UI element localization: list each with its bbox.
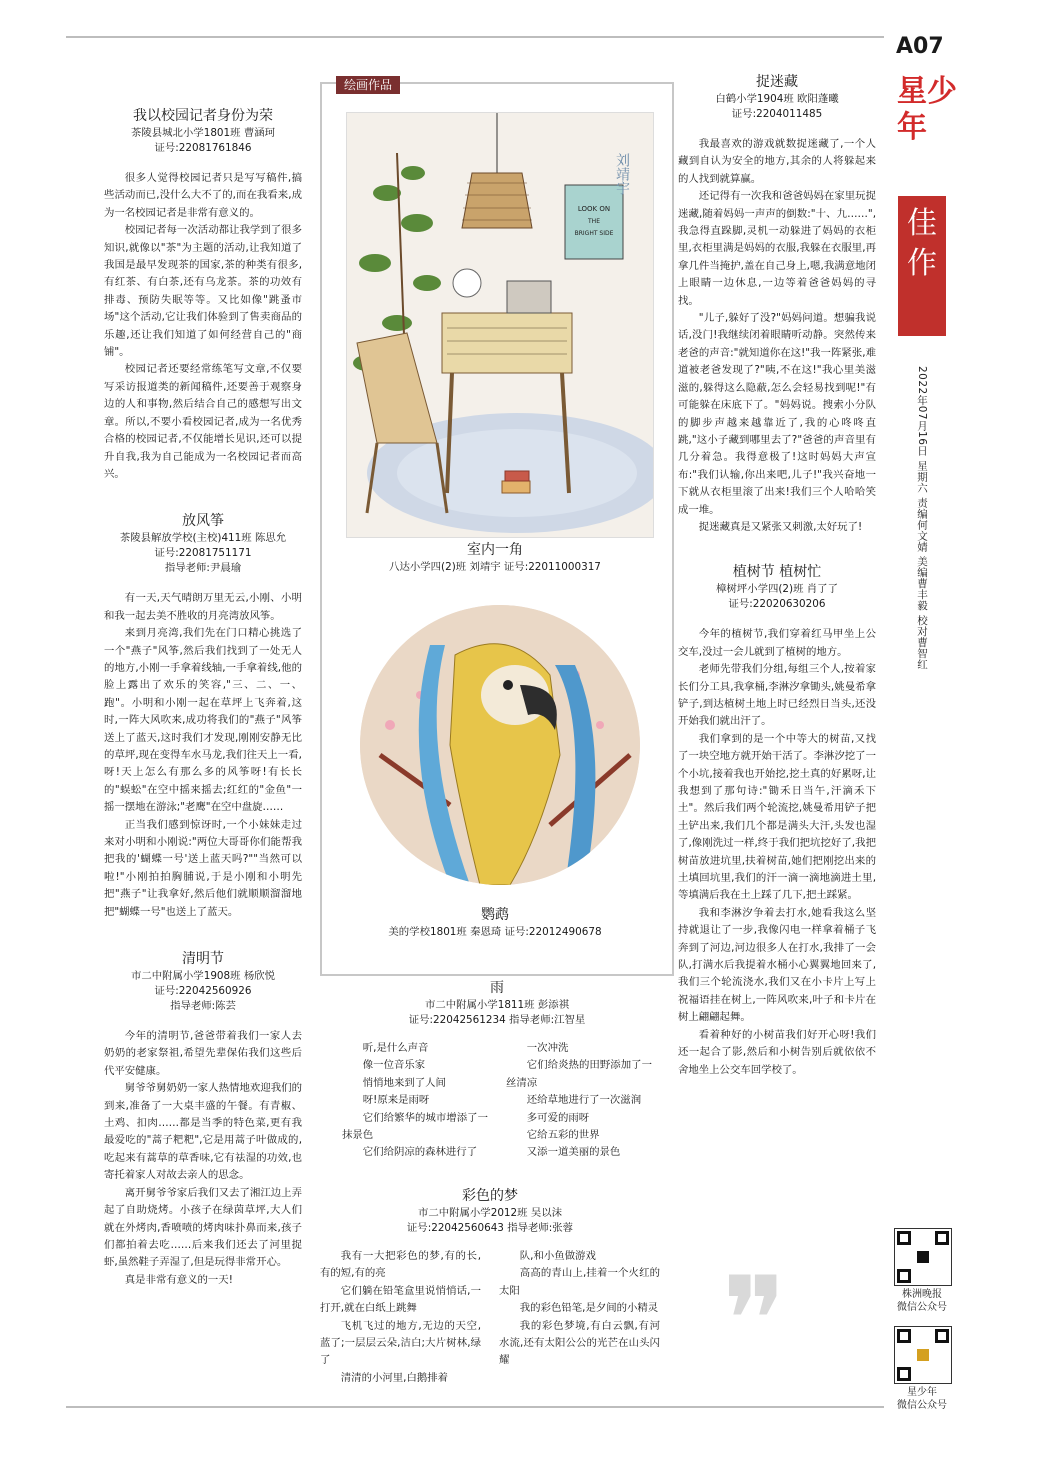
paragraph: 我和李淋汐争着去打水,她看我这么坚持就退让了一步,我像闪电一样拿着桶子飞奔到了河边,河边很多人在打水,我排了一会队,打满水后我提着水桶小心翼翼地回来了,我们三个轮流浇水,我们又在小卡片上写上祝福语挂在树上,一阵风吹来,叶子和卡片在树上翩翩起舞。 (678, 906, 876, 1024)
poem-line: 它给五彩的世界 (526, 1129, 600, 1142)
article-campus-reporter (104, 106, 302, 483)
section-label: 佳作 (898, 196, 946, 336)
paragraph: "儿子,躲好了没?"妈妈问道。想骗我说话,没门!我继续闭着眼睛听动静。突然传来老爸的声音:"就知道你在这!"我一阵紧张,难道被老爸发现了?"咦,不在这!"我心里美滋滋的,躲得这么隐蔽,怎么会轻易找到呢!"有可能躲在床底下了。"妈妈说。搜索小分队的脚步声越来越靠近了,我的心咚咚直跳,"这小子藏到哪里去了?"爸爸的声音里有几分着急。我得意极了!这时妈妈大声宣布:"我们认输,你出来吧,儿子!"我兴奋地一下就从衣柜里滚了出来!我们三个人哈哈笑成一堆。 (678, 312, 876, 516)
poem-line: 听,是什么声音 (362, 1042, 429, 1054)
poem-line: 我的彩色铅笔,是夕间的小精灵 (519, 1302, 659, 1315)
poem-line: 它们给阴凉的森林进行了 (362, 1146, 478, 1159)
paragraph: 真是非常有意义的一天! (124, 1273, 233, 1286)
teacher-line: 指导老师:陈芸 (170, 1000, 236, 1013)
paragraph: 舅爷爷舅奶奶一家人热情地欢迎我们的到来,准备了一大桌丰盛的午餐。有青椒、土鸡、扣肉……都是当季的特色菜,更有我最爱吃的"蒿子粑粑",它是用蒿子叶做成的,吃起来有蒿草的草香味,它有祛湿的功效,也寄托着家人对故去亲人的思念。 (104, 1082, 302, 1182)
poem-line: 呀!原来是雨呀 (362, 1094, 430, 1107)
svg-text:LOOK ON: LOOK ON (577, 205, 611, 213)
id-line: 证号:22042560643 指导老师:张蓉 (406, 1222, 574, 1234)
id-line: 证号:22042560926 (154, 985, 252, 998)
article-hide-and-seek (678, 72, 876, 536)
id-line: 证号:22042561234 指导老师:江智星 (408, 1014, 586, 1026)
bottom-rule (66, 1406, 884, 1408)
id-line: 证号:22081751171 (154, 547, 252, 560)
poem-rain (342, 978, 652, 1162)
quote-mark-icon: ❞ (722, 1252, 787, 1391)
svg-text:刘靖宇: 刘靖宇 (614, 153, 630, 195)
top-rule (66, 36, 884, 38)
id-line: 证号:2204011485 (731, 108, 823, 120)
column-right (678, 72, 876, 1079)
id-line: 证号:22020630206 (728, 598, 826, 611)
paragraph: 来到月亮湾,我们先在门口精心挑选了一个"燕子"风筝,然后我们找到了一处无人的地方,小刚一手拿着线轴,一手拿着线,他的脸上露出了欢乐的笑容,"三、二、一、跑"。小明和小刚一起在草坪上飞奔着,这时,一阵大风吹来,成功将我们的"燕子"风筝送上了蓝天,这时我们才发现,刚刚安静无比的草坪,现在变得车水马龙,我们往天上一看,呀!天上怎么有那么多的风筝呀!有长长的"蜈蚣"在空中摇来摇去;红红的"金鱼"一摇一摆地在游泳;"老鹰"在空中盘旋…… (104, 627, 302, 814)
qr-code-icon[interactable] (894, 1326, 952, 1384)
poem-left-column (320, 1248, 481, 1387)
parrot-illustration (360, 605, 640, 885)
article-title: 植树节 植树忙 (732, 564, 822, 581)
author-line: 市二中附属小学2012班 吴以沫 (417, 1207, 563, 1219)
paragraph: 校园记者每一次活动都让我学到了很多知识,就像以"茶"为主题的活动,让我知道了我国是最早发现茶的国家,茶的种类有很多,有红茶、有白茶,还有乌龙茶。茶的功效有排毒、预防失眠等等。又比如像"跳蚤市场"这个活动,它让我们体验到了售卖商品的乐趣,还让我们知道了如何经营自己的"商铺"。 (104, 224, 302, 359)
poem-line: 一次冲洗 (526, 1042, 569, 1054)
poem-line: 飞机飞过的地方,无边的天空,蓝了;一层层云朵,洁白;大片树林,绿了 (320, 1319, 481, 1367)
article-title: 捉迷藏 (756, 74, 798, 90)
paragraph: 正当我们感到惊讶时,一个小妹妹走过来对小明和小刚说:"两位大哥哥你们能帮我把我的'蝴蝶一号'送上蓝天吗?""当然可以啦!"小刚拍拍胸脯说,于是小刚和小明先把"燕子"让我拿好,然后他们就顺顺溜溜地把"蝴蝶一号"也送上了蓝天。 (104, 818, 302, 918)
author-line: 茶陵县解放学校(主校)411班 陈思允 (119, 532, 287, 545)
poem-colorful-dream (320, 1186, 660, 1387)
svg-text:THE: THE (588, 218, 600, 225)
article-tree-planting (678, 562, 876, 1079)
column-left (104, 106, 302, 1289)
author-line: 白鹤小学1904班 欧阳蓬曦 (715, 93, 839, 105)
author-line: 市二中附属小学1811班 彭添祺 (424, 999, 570, 1011)
poem-line: 又添一道美丽的景色 (526, 1146, 621, 1159)
painting2-caption (330, 905, 660, 940)
paragraph: 很多人觉得校园记者只是写写稿件,搞些活动而已,没什么大不了的,而在我看来,成为一名校园记者是非常有意义的。 (104, 172, 302, 219)
poem-title: 彩色的梦 (462, 1188, 518, 1204)
artwork-tag: 绘画作品 (336, 76, 400, 94)
svg-text:BRIGHT SIDE: BRIGHT SIDE (574, 230, 614, 237)
poem-right-column (506, 1040, 652, 1162)
dateline: 2022年07月16日 星期六 责编何文婧 美编曹丰毅 校对曹智红 (916, 366, 928, 670)
poem-line: 队,和小鱼做游戏 (519, 1250, 596, 1262)
author-line: 市二中附属小学1908班 杨欣悦 (130, 970, 276, 983)
painting-title: 鹦鹉 (481, 907, 509, 923)
poem-line: 悄悄地来到了人间 (362, 1076, 446, 1089)
paragraph: 今年的清明节,爸爸带着我们一家人去奶奶的老家祭祖,希望先辈保佑我们这些后代平安健康。 (104, 1030, 302, 1077)
paragraph: 离开舅爷爷家后我们又去了湘江边上弄起了自助烧烤。小孩子在绿茵草坪,大人们就在外烤肉,香喷喷的烤肉味扑鼻而来,孩子们都拍着去吃……后来我们还去了河里捉虾,虽然鞋子弄湿了,但是玩得非常开心。 (104, 1186, 302, 1269)
article-title: 放风筝 (182, 513, 224, 530)
poem-line: 它们躺在铅笔盒里说悄悄话,一打开,就在白纸上跳舞 (320, 1284, 481, 1315)
paragraph: 有一天,天气晴朗万里无云,小刚、小明和我一起去美不胜收的月亮湾放风筝。 (104, 592, 302, 622)
article-title: 清明节 (182, 951, 224, 968)
poem-line: 高高的青山上,挂着一个火红的太阳 (499, 1267, 660, 1297)
poem-line: 清清的小河里,白鹅排着 (340, 1371, 449, 1384)
qr-label: 株洲晚报 微信公众号 (897, 1289, 947, 1313)
paragraph: 还记得有一次我和爸爸妈妈在家里玩捉迷藏,随着妈妈一声声的倒数:"十、九……",我急得直跺脚,灵机一动躲进了妈妈的衣柜里,衣柜里满是妈妈的衣服,我躲在衣服里,再拿几件当掩护,盖在自己身上,嗯,我满意地闭上眼睛一边休息,一边等着爸爸妈妈的寻找。 (678, 190, 876, 307)
teacher-line: 指导老师:尹晨瑜 (164, 562, 242, 575)
painting-parrot (360, 605, 640, 885)
paragraph: 捉迷藏真是又紧张又刺激,太好玩了! (698, 520, 863, 533)
poem-line: 我的彩色梦境,有白云飘,有河水流,还有太阳公公的光芒在山头闪耀 (499, 1319, 660, 1367)
qr-label: 星少年 微信公众号 (897, 1387, 947, 1411)
article-qingming (104, 949, 302, 1289)
paragraph: 今年的植树节,我们穿着红马甲坐上公交车,没过一会儿就到了植树的地方。 (678, 628, 876, 658)
id-line: 证号:22081761846 (154, 142, 252, 154)
poem-line: 像一位音乐家 (362, 1059, 426, 1072)
poem-left-column (342, 1040, 488, 1162)
painting1-caption (330, 540, 660, 575)
page-number: A07 (896, 34, 944, 59)
paragraph: 我最喜欢的游戏就数捉迷藏了,一个人藏到自认为安全的地方,其余的人将躲起来的人找到就算赢。 (678, 138, 876, 185)
painting-credit: 八达小学四(2)班 刘靖宇 证号:22011000317 (389, 561, 601, 573)
painting-credit: 美的学校1801班 秦恩琦 证号:22012490678 (388, 926, 602, 938)
paragraph: 看着种好的小树苗我们好开心呀!我们还一起合了影,然后和小树告别后就依依不舍地坐上公交车回学校了。 (678, 1028, 876, 1076)
author-line: 茶陵县城北小学1801班 曹涵珂 (130, 127, 276, 139)
painting-indoor-corner (346, 112, 654, 538)
poem-title: 雨 (490, 980, 504, 996)
poem-right-column (499, 1248, 660, 1387)
author-line: 樟树坪小学四(2)班 肖了了 (716, 583, 838, 596)
brand-logo: 星少年 (897, 74, 957, 145)
poem-line: 多可爱的雨呀 (526, 1111, 590, 1124)
poem-line: 它们给繁华的城市增添了一抹景色 (342, 1111, 488, 1142)
painting-title: 室内一角 (467, 542, 523, 558)
poem-line: 它们给炎热的田野添加了一丝清凉 (506, 1059, 652, 1089)
article-title: 我以校园记者身份为荣 (133, 108, 273, 124)
paragraph: 校园记者还要经常练笔写文章,不仅要写采访报道类的新闻稿件,还要善于观察身边的人和事物,然后结合自己的感想写出文章。所以,不要小看校园记者,成为一名优秀合格的校园记者,不仅能增长见识,还可以提升自我,我为自己能成为一名校园记者而高兴。 (104, 363, 302, 480)
poem-line: 我有一大把彩色的梦,有的长,有的短,有的亮 (320, 1250, 481, 1280)
indoor-corner-illustration (347, 113, 653, 537)
poem-line: 还给草地进行了一次滋润 (526, 1094, 642, 1107)
paragraph: 我们拿到的是一个中等大的树苗,又找了一块空地方就开始干活了。李淋汐挖了一个小坑,接着我也开始挖,挖土真的好累呀,让我想到了那句诗:"锄禾日当午,汗滴禾下土"。然后我们两个轮流挖,姚曼希用铲子把土铲出来,我们几个都是满头大汗,头发也湿了,像刚洗过一样,终于我们把坑挖好了,我把树苗放进坑里,扶着树苗,她们把刚挖出来的土填回坑里,我们的汗一滴一滴地滴进土里,等填满后我在土上踩了几下,把土踩紧。 (678, 732, 876, 902)
paragraph: 老师先带我们分组,每组三个人,按着家长们分工具,我拿桶,李淋汐拿锄头,姚曼希拿铲子,到达植树土地上时已经烈日当头,还没开始我们就出汗了。 (678, 663, 876, 728)
qr-code-icon[interactable] (894, 1228, 952, 1286)
article-kite (104, 511, 302, 921)
